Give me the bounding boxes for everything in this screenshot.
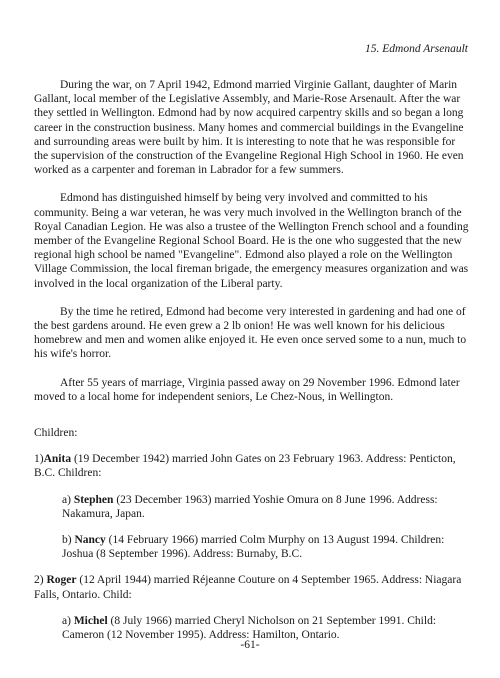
chapter-header: 15. Edmond Arsenault [365, 43, 468, 55]
child-entry-anita [34, 452, 470, 480]
entry-text: (14 February 1966) married Colm Murphy on 13 August 1994. Children: Joshua (8 September 1996). Address: Burnaby, B.C. [62, 534, 445, 561]
paragraph-retirement: By the time he retired, Edmond had become very interested in gardening and had one of the best gardens around. He even grew a 2 lb onion! He was well known for his delicious homebrew and men and women alike enjoyed it. He even once served some to a nun, much to his wife's horror. [34, 305, 467, 361]
grandchild-entry-nancy [62, 533, 470, 561]
entry-text: (8 July 1966) married Cheryl Nicholson on 21 September 1991. Child: Cameron (12 November 1995). Address: Hamilton, Ontario. [62, 614, 437, 642]
entry-text: (19 December 1942) married John Gates on 23 February 1963. Address: Penticton, B.C. Children: [34, 453, 456, 480]
entry-text: (23 December 1963) married Yoshie Omura on 8 June 1996. Address: Nakamura, Japan. [62, 493, 438, 520]
grandchild-entry-stephen [62, 493, 470, 521]
child-entry-roger [34, 573, 470, 601]
grandchild-name: Nancy [74, 534, 106, 547]
paragraph-marriage: During the war, on 7 April 1942, Edmond married Virginie Gallant, daughter of Marin Gallant, local member of the Legislative Assembly, and Marie-Rose Arsenault. After the war they settled in Wellington. Edmond had by now acquired carpentry skills and so began a long career in the construction business. Many homes and commercial buildings in the Evangeline and surrounding areas were built by him. It is interesting to note that he was responsible for the supervision of the construction of the Evangeline Regional High School in 1960. He even worked as a carpenter and foreman in Labrador for a few summers. [34, 79, 464, 177]
entry-letter: a) [62, 493, 74, 506]
page-number: -61- [240, 639, 260, 651]
child-name: Anita [43, 453, 72, 466]
child-name: Roger [46, 574, 77, 587]
paragraph-community: Edmond has distinguished himself by being very involved and committed to his community. Being a war veteran, he was very much involved in the Wellington branch of the Royal Canadian Legion. He was also a trustee of the Wellington French school and a founding member of the Evangeline Regional School Board. He is the one who suggested that the new regional high school be named "Evangeline". Edmond also played a role on the Wellington Village Commission, the local fireman brigade, the emergency measures organization and was involved in the local organization of the Liberal party. [34, 192, 469, 290]
entry-letter: b) [62, 534, 75, 547]
paragraph-later-life: After 55 years of marriage, Virginia passed away on 29 November 1996. Edmond later moved to a local home for independent seniors, Le Chez-Nous, in Wellington. [34, 376, 460, 403]
children-heading: Children: [34, 427, 78, 440]
entry-letter: a) [62, 614, 74, 627]
document-body [34, 78, 470, 654]
grandchild-name: Stephen [73, 493, 114, 506]
entry-text: (12 April 1944) married Réjeanne Couture on 4 September 1965. Address: Niagara Falls, Ontario. Child: [34, 574, 462, 601]
grandchild-name: Michel [73, 614, 108, 627]
entry-number: 2) [34, 574, 47, 587]
entry-number: 1) [34, 453, 44, 466]
